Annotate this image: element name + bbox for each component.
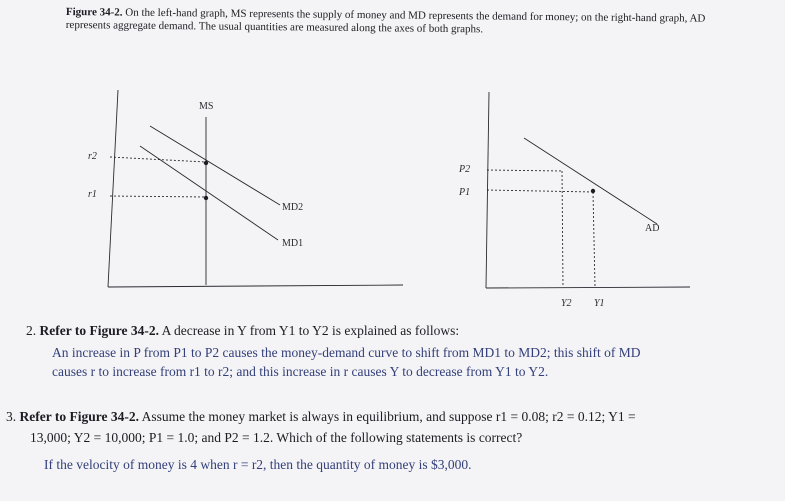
ad-label: AD	[645, 223, 660, 234]
equilibrium-point-r1	[204, 196, 208, 200]
question-3-text-line1: Assume the money market is always in equilibrium, and suppose r1 = 0.08; r2 = 0.12; Y1 =	[138, 409, 636, 424]
p2-dashed-line	[487, 170, 562, 171]
question-2-number: 2.	[26, 323, 37, 338]
question-2-answer-line2: causes r to increase from r1 to r2; and this increase in r causes Y to decrease from Y1 to Y2.	[52, 364, 549, 379]
left-y-axis	[108, 90, 118, 287]
r2-label: r2	[88, 151, 97, 162]
question-3-number: 3.	[6, 409, 17, 424]
question-2-text: A decrease in Y from Y1 to Y2 is explained as follows:	[158, 323, 460, 338]
question-3-line2	[30, 428, 770, 447]
y2-dashed-line	[562, 171, 563, 287]
p2-label: P2	[459, 164, 471, 175]
right-x-axis	[486, 287, 690, 288]
question-3	[6, 407, 776, 426]
figure-label: Figure 34-2.	[65, 6, 123, 19]
equilibrium-point-r2	[204, 161, 208, 165]
ad-point-p1	[591, 189, 595, 193]
caption-text: On the left-hand graph, MS represents the supply of money and MD represents the demand for money; on the right-hand graph, AD represents aggregate demand. The usual quantities are measured along the axes of both graphs.	[65, 6, 706, 36]
md2-curve	[150, 126, 280, 205]
right-graph	[486, 92, 690, 288]
y1-dashed-line	[593, 192, 595, 287]
question-3-ref: Refer to Figure 34-2.	[19, 409, 139, 424]
question-3-answer-text: If the velocity of money is 4 when r = r2, then the quantity of money is $3,000.	[44, 457, 472, 472]
question-2-ref: Refer to Figure 34-2.	[39, 323, 159, 338]
ad-curve	[524, 138, 657, 224]
r1-label: r1	[88, 189, 97, 200]
ms-label: MS	[199, 101, 214, 112]
y2-label: Y2	[561, 298, 572, 309]
p1-dashed-line	[487, 190, 593, 192]
left-x-axis	[108, 285, 403, 287]
md2-label: MD2	[282, 202, 304, 213]
question-3-answer	[44, 455, 764, 474]
left-graph	[108, 90, 403, 287]
question-2	[26, 321, 766, 340]
md1-label: MD1	[282, 238, 304, 249]
p1-label: P1	[459, 187, 471, 198]
r1-dashed-line	[110, 196, 206, 197]
question-2-answer-line1: An increase in P from P1 to P2 causes the money-demand curve to shift from MD1 to MD2; this shift of MD	[52, 345, 641, 360]
md1-curve	[140, 146, 278, 240]
question-3-text-line2: 13,000; Y2 = 10,000; P1 = 1.0; and P2 = 1.2. Which of the following statements is correct?	[30, 430, 523, 445]
question-2-answer	[52, 343, 772, 381]
y1-label: Y1	[594, 298, 605, 309]
